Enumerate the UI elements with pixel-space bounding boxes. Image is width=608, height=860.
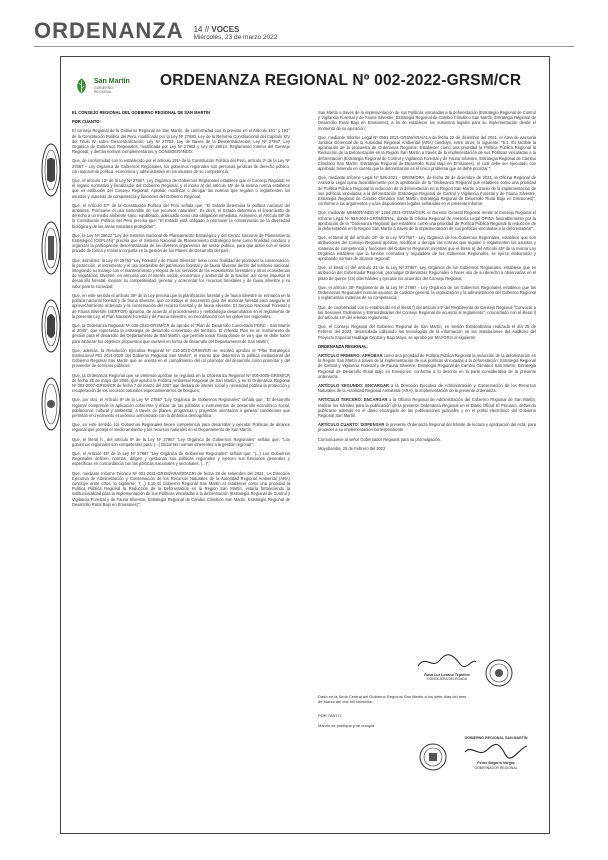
handwritten-signature-icon (412, 652, 482, 672)
document-title: ORDENANZA REGIONAL Nº 002-2022-GRSM/CR (160, 72, 522, 89)
article-lead: ARTÍCULO SEGUNDO: ENCARGAR (318, 382, 389, 388)
paragraph: San Martín a través de la implementación de sus Políticas vinculadas a la deforestación (Estrategia Regional de Control y Vigilancia Forestal y de Fauna Silvestre, Estrategia Regional de Cambio Climático San Martín, Estrategia Regional de Desarrollo Rural Bajo en Emisiones), a fin de establecer los sustentos legales para su implementación desde el momento de su ejecución; (318, 110, 536, 131)
paragraph: Que, mediante Informe Técnico Nº 001-2021-GRSM/ARA/DEACRI de fecha 28 de setiembre del 2021, LA Dirección Ejecutiva de Administración y Conservación de los Recursos Naturales de la Autoridad Regional Ambiental (ARA) concluye entre otros, lo siguiente: "(...) 5.10 El Gobierno Regional San Martín al establecer como una prioridad la Política Pública Regional la Reducción de la Deforestación en la Región San Martín, estaría fortaleciendo la institucionalidad para la implementación de sus Políticas vinculadas a la deforestación (Estrategia Regional de Control y Vigilancia Forestal y de Fauna Silvestre, Estrategia Regional de Cambio Climático San Martín, Estrategia Regional de Desarrollo Rural Bajo en Emisiones)"; (72, 470, 290, 507)
paragraph: Que, de conformidad con lo establecido en el literal f) del artículo 24º del Reglamento de Consejo Regional "Convocar a las Sesiones Ordinarias y Extraordinarias del Consejo Regional de acuerdo al reglamento", concordado con el literal l) del artículo 14º del referido reglamento; (318, 304, 536, 320)
leaf-icon (72, 76, 91, 96)
ordenanza-heading: ORDENANZA REGIONAL: (318, 343, 369, 349)
paragraph: Que, en este sentido, los Gobiernos Regionales tienen competencia para desarrollar y ejecutar Políticas de alcance regional que proteja el medio ambiente y los recursos naturales en el Departamento de San Martín; (72, 422, 290, 433)
signer-org: GOBIERNO REGIONAL SAN MARTÍN (464, 736, 528, 740)
official-stamp-icon (40, 296, 62, 356)
place-date: Moyobamba, 25 de Febrero del 2022 (318, 445, 386, 451)
article-lead: ARTÍCULO TERCERO: ENCARGAR (318, 397, 388, 403)
paragraph: Que, mediante MEMORANDO Nº 1264-2021-GRSM/GGR, el Gerente General Regional remite al Consejo Regional el Informe Legal Nº 926-2021-GRSM/ORAL, donde la Oficina Regional de Asesoría Legal OPINA favorablemente por la aprobación de la "Ordenanza Regional que establece como una prioridad de Política Pública Regional la reducción de la deforestación en la Región San Martín a través de la implementación de sus políticas vinculadas a la deforestación"; (318, 210, 536, 232)
page-marker (194, 26, 278, 34)
paragraph: Que, el Consejo Regional del Gobierno Regional de San Martín, en Sesión Extraordinaria realizada el día 25 de Febrero del 2022, desarrollada utilizando las tecnologías de la información en las instalaciones del Auditorio del Proyecto Especial Huallaga Central y Bajo Mayo, se aprobó por MAYORÍA el siguiente: (318, 324, 536, 340)
paragraph: Que, el artículo 13º de la Ley Nº 27867, Ley Orgánica de Gobiernos Regionales establece que el Consejo Regional es el órgano normativo y fiscalizador del Gobierno Regional, y el inciso a) del artículo 15º de la misma norma establece que es atribución del Consejo Regional: Aprobar, modificar o derogar las normas que regulen o reglamenten los asuntos y materias de competencia y funciones del Gobierno Regional; (72, 178, 290, 199)
page-number: 14 (193, 25, 203, 34)
article-text: a la Dirección Ejecutiva de Administración y Conservación de los Recursos Naturales de la Autoridad Regional Ambiental (ARA), la implementación de la presente ordenanza. (318, 382, 536, 394)
article-lead: ARTÍCULO PRIMERO: APROBAR (318, 352, 383, 358)
signer-name: Rosa Luz Lozano Teparino (424, 673, 470, 678)
left-text-column (72, 110, 290, 511)
official-stamp-icon (40, 218, 62, 278)
masthead-meta (194, 26, 278, 42)
masthead-divider (34, 46, 574, 47)
handwritten-signature-icon (461, 740, 531, 760)
masthead (34, 18, 574, 42)
paragraph: Que, además, la Resolución Ejecutiva Regional Nº 216-2020-GRSM/GR se resolvió aprobar el "Plan Estratégico Institucional PEI 2021-2025 del Gobierno Regional San Martín", el mismo que determina la política institucional del Gobierno Regional San Martín que se orienta en el cumplimiento del rol promotor del desarrollo como promotor y del proveedor de servicios públicos; (72, 347, 290, 369)
por-cuanto-heading: POR CUANTO: (72, 119, 101, 125)
official-stamp-icon (40, 374, 62, 434)
paragraph: Que, mediante Informe Legal Nº 926-2021 - GRSM/ORA, de fecha 28 de diciembre de 2021, la Oficina Regional de Asesoría Legal opina favorablemente por la aprobación de la "Ordenanza Regional que establece como una prioridad de Política Pública Regional la reducción de la deforestación en la Región San Martín a través de la implementación de sus políticas vinculadas a la deforestación (Estrategia Regional de Control y Vigilancia Forestal y de Fauna Silvestre, Estrategia Regional de Cambio Climático San Martín, Estrategia Regional de Desarrollo Rural Bajo en Emisiones)", conforme a los argumentos y a las disposiciones legales señaladas en el presente informe; (318, 175, 536, 207)
signer-title: CONSEJERA DELEGADA (427, 677, 467, 682)
paragraph: Que, la Ordenanza Regional que se pretende aprobar se regulará en la Ordenanza Regional Nº 005-2005-GRSM/CR de fecha 25 de mayo del 2005, que aprobó la Política Ambiental Regional de San Martín, y en la Ordenanza Regional Nº 002-2007-GRSM/CR de fecha 7 de marzo del 2007 que declara de interés social y necesidad pública la protección y recuperación de los recursos naturales especialmente los de bosques; (72, 372, 290, 394)
paragraph: Que, la Ley Nº 28622 "Ley del Sistema Nacional de Planeamiento Estratégico y del Centro Nacional de Planeamiento Estratégico (CEPLAN)" precisa que el Sistema Nacional de Planeamiento Estratégico tiene como finalidad conducir y organizar la participación descentralizada de los diversos organismos del sector público, para que actúe con el sector privado de forma y manera conjunta en la gestión de los Planes de Desarrollo del país; (72, 232, 290, 254)
article-text: como una prioridad de Política Pública Regional la reducción de la deforestación en la Región San Martín a través de la implementación de sus políticas vinculadas a la deforestación: Estrategia Regional de Control y Vigilancia Forestal y de Fauna Silvestre; Estrategia Regional de Cambio Climático San Martín; Estrategia Regional de Desarrollo Rural Bajo en Emisiones, conforme a lo descrito en la parte considerativa de la presente ordenanza. (318, 352, 537, 379)
paragraph: Que, el artículo 38º Reglamento de la Ley Nº 27867 - Ley Orgánica de los Gobiernos Regionales establece que las Ordenanzas Regionales norman asuntos de carácter general, la organización y la administración del Gobierno Regional y reglamentan materias de su competencia; (318, 284, 536, 301)
article (318, 422, 536, 432)
logo-tagline: GOBIERNO REGIONAL (93, 86, 113, 94)
masthead-title: ORDENANZA (34, 18, 184, 43)
paragraph: Que, el Artículo 45º de la Ley Nº 27867 "Ley Orgánica de Gobiernos Regionales" señala que: "(...) Los Gobiernos Regionales definen, norman, dirigen y gestionan sus políticas regionales y ejercen sus funciones generales y específicas en concordancia con las políticas nacionales y sectoriales. (...)"; (72, 450, 290, 467)
paragraph: Que, el literal o) del artículo 21 de la Ley Nº 27867, Ley Orgánica de los Gobiernos Regionales, establece que es atribución del Gobernador Regional, promulgar Ordenanzas Regionales o hacer uso de su derecho a observarlas en el plazo de quince (15) días hábiles y ejecutar los acuerdos del Consejo Regional; (318, 265, 536, 281)
signature-council-delegate (412, 652, 482, 682)
paragraph: Que, por otro, el Artículo 8º de la Ley Nº 27867 "Ley Orgánica de Gobiernos Regionales" señala que: "El desarrollo regional comprende la aplicación coherente y eficaz de las políticas e instrumentos de desarrollo económico social, poblacional, cultural y ambiental, a través de planes, programas y proyectos orientados a generar condiciones que permitan el crecimiento económico armonizado con la dinámica demográfica; (72, 397, 290, 418)
por-tanto-text: POR TANTO: (318, 713, 343, 718)
paragraph: Que, la Ordenanza Regional Nº 035-2019-GRSM/CR de aprobó el "Plan de Desarrollo Concertado PDRC - San Martín al 2030", que representa la estrategia de desarrollo concertado del territorio. El referido Plan es un instrumento de gestión para el desarrollo del Departamento de San Martín, que permite tomar hasta dónde se va y que se debe hacer para alcanzar los objetivos propuestos que vuelven en forma de desarrollo del Departamento de San Martín; (72, 322, 290, 344)
closing-line: Comuníquese al señor Gobernador Regional para su promulgación. (318, 436, 442, 442)
issue-date: Miércoles, 23 de marzo 2022 (193, 34, 278, 41)
right-text-column (318, 110, 536, 455)
paragraph: Que, mediante Informe Legal Nº 0551-2021-GRSM/ARA/ALA de fecha 22 de diciembre del 2021, el Área de Asesoría Jurídica Gerencial de la Autoridad Regional Ambiental (ARA) concluye, entre otros, lo siguiente: "5.1. Es factible la aprobación de la propuesta de Ordenanza Regional: Establecer como una prioridad la Política Pública Regional la Reducción de la Deforestación en la Región San Martín a través de la implementación de sus Políticas vinculadas a la deforestación (Estrategia Regional de Control y Vigilancia Forestal y de Fauna Silvestre, Estrategia Regional de Cambio Climático San Martín, Estrategia Regional de Desarrollo Rural Bajo en Emisiones), el cual debe ser ejecutado con aprobado teniendo en cuenta que la deforestación es el único problema que se debe priorizar."; (318, 134, 536, 172)
article-text: la presente Ordenanza Regional del trámite de lectura y aprobación del Acta, para proceder a su implementación correspondiente. (318, 422, 537, 433)
article (318, 353, 536, 379)
article-text: a la Oficina Regional de Administración del Gobierno Regional de San Martín, realizar los trámites para la publicación de la presente Ordenanza Regional en el Diario Oficial El Peruano, debiendo publicarse además en el diario encargado de las publicaciones judiciales y en el portal electrónico del Gobierno Regional San Martín. (318, 397, 536, 418)
paragraph: El consejo Regional de la Gobierno Regional de San Martín, de conformidad con lo previsto en el Artículo 191° y 192° de la Constitución Política del Perú, modificado por la Ley Nº 27680, Ley de la Reforma Constitucional del Capítulo XIV del Título IV, sobre Descentralización; Ley Nº 27783, Ley de Bases de la Descentralización; Ley Nº 27867, Ley Orgánica de Gobiernos Regionales, modificada por Ley Nº 27902 y Ley Nº 28013, Reglamento Interno del Consejo Regional, y demás normas complementarias, y CONSIDERANDO: (72, 128, 290, 155)
article-lead: ARTÍCULO CUARTO: DISPENSAR (318, 422, 385, 428)
signer-title: GOBERNADOR REGIONAL (474, 765, 518, 770)
logo-name: San Martín (93, 78, 130, 85)
paragraph: Que, el literal a) del artículo 15º de la Ley Nº27867 - Ley Orgánica de los Gobiernos Regionales, establece que son atribuciones del Consejo Regional aprobar, modificar o derogar las normas que regulen o reglamenten los asuntos y materias de competencia y funciones del Gobierno Regional; mientras que el literal a) del Artículo 45º de la misma Ley Orgánica establece que la función normativa y reguladora de los Gobiernos Regionales, se ejerce elaborando y aprobando normas de alcance regional; (318, 235, 536, 262)
paragraph: Que, el Artículo 67º de la Constitución Política del Perú señala que: "El Estado determina la política nacional del ambiente. Promueve el uso sostenible de sus recursos naturales". Es decir, el Estado determina el lineamiento de derecho a un medio ambiente sano, equilibrado, adecuado como una obligación inmediata. Asimismo, el Artículo 68º de la Constitución Política del Perú precisa que: "El Estado está obligado a promover la conservación de la diversidad biológica y de las áreas naturales protegidas"; (72, 202, 290, 229)
paragraph: Que, de conformidad con lo establecido por el artículo 191º de la Constitución Política del Perú, artículo 2º de la Ley Nº 27867 – Ley Orgánica de Gobiernos Regionales, los gobiernos regionales son personas jurídicas de derecho público, con autonomía política, económica y administrativa en los asuntos de su competencia; (72, 158, 290, 174)
margin-stamps (40, 140, 62, 440)
article (318, 383, 536, 393)
regional-government-logo (72, 66, 130, 106)
official-stamp-icon (40, 140, 62, 200)
seal-icon (484, 658, 514, 688)
mandate-text: Mando se publique y se cumpla (318, 723, 375, 728)
paragraph: Que, en este sentido el artículo 39º de la Ley precisa que la planificación forestal y de fauna silvestre se enmarca en la política nacional forestal y de fauna silvestre; que constituye el documento guía del accionar forestal para asegurar el aprovechamiento ordenado y la conservación del recurso forestal y de fauna silvestre. El Servicio Nacional Forestal y de Fauna Silvestre (SERFOR) aprueba, de acuerdo al procedimiento y metodología desarrollados en el reglamento de la presente Ley, el Plan Nacional Forestal y de Fauna Silvestre, en coordinación con los gobiernos regionales; (72, 292, 290, 319)
paragraph: Que, asimismo, la Ley Nº 29763 "Ley Forestal y de Fauna Silvestre" tiene como finalidad de promover la conservación, la protección, el incremento y el uso sostenible del patrimonio forestal y de fauna silvestre dentro del territorio nacional, integrando su manejo con el mantenimiento y mejora de los servicios de los ecosistemas forestales y otros ecosistemas de vegetación silvestre, en armonía con el interés social, económico y ambiental de la Nación; así como impulsar el desarrollo forestal, mejorar su competitividad, generar y acrecentar los recursos forestales y de fauna silvestre y su valor para la sociedad; (72, 257, 290, 289)
given-at-text: Dado en la Sede Central del Gobierno Regional San Martín a los siete días del mes de Marzo del dos mil veintidós. (318, 694, 467, 704)
paragraph: Que, el literal h., del artículo 9º de la Ley Nº 27867 "Ley Orgánica de Gobiernos Regionales" señala que: "Los gobiernos regionales son competentes para: (...) Dictar las normas inherentes a la gestión regional"; (72, 436, 290, 447)
page-separator: // (202, 25, 212, 34)
brand-name: VOCES (211, 25, 240, 34)
signature-governor (456, 736, 536, 770)
signer-name: Pedro Bogarín Vargas (477, 761, 515, 766)
intro-heading: EL CONSEJO REGIONAL DEL GOBIERNO REGIONAL DE SAN MARTÍN (72, 110, 210, 115)
article (318, 397, 536, 418)
seal-icon (418, 742, 448, 772)
